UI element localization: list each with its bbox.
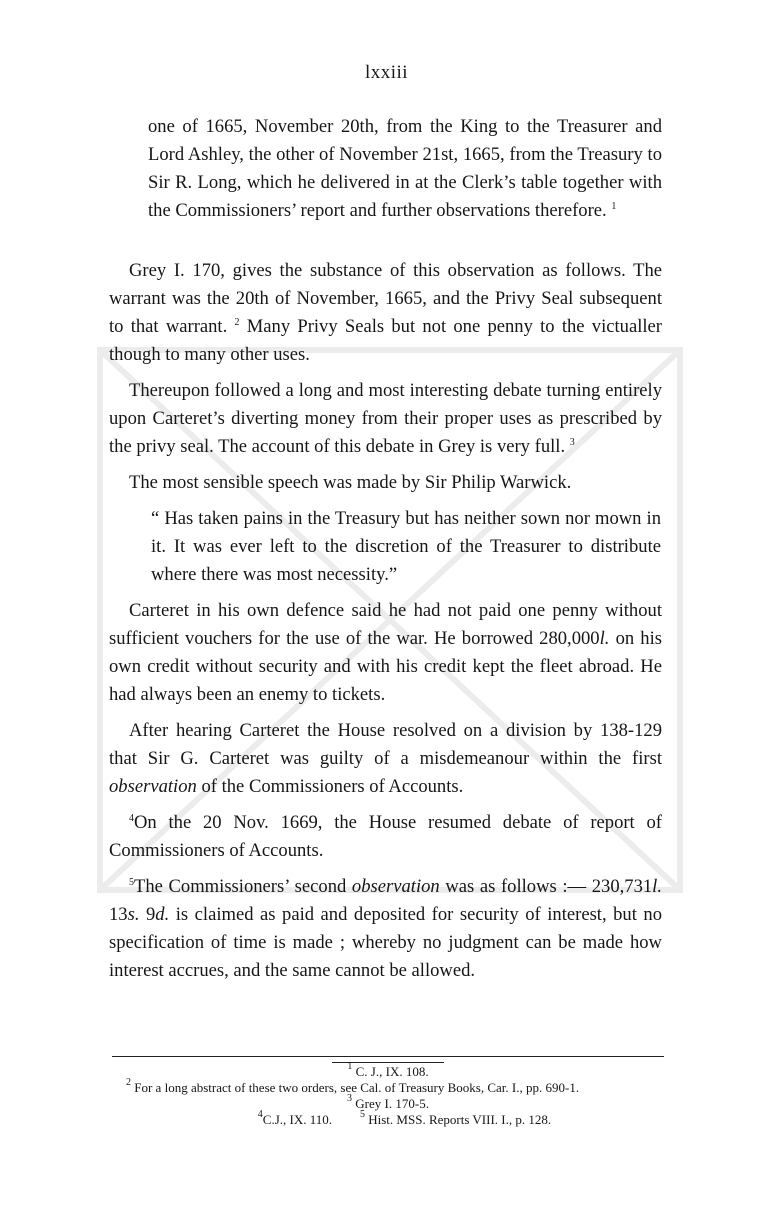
paragraph-second-text-2: was as follows :— 230,731 [439,876,653,897]
paragraph-second-text-4: 9 [139,904,156,925]
footnote-2 [112,1077,664,1096]
shilling-unit: s. [127,904,140,925]
footnote-3-number: 3 [347,1093,353,1104]
paragraph-defence-text: Carteret in his own defence said he had not paid one penny without sufficient vouchers for the use of the war. He borrowed 280,000 [109,600,662,649]
footnote-ref-2[interactable]: 2 [234,317,240,328]
paragraph-second-text-5: is claimed as paid and deposited for security of interest, but no specification of time is made ; whereby no judgment can be made how interest accrues, and the same cannot be allowed. [109,904,662,981]
paragraph-resolved [109,717,662,801]
footnote-ref-4[interactable]: 4 [129,813,134,824]
page-number: lxxiii [364,62,409,83]
footnote-5-text: Hist. MSS. Reports VIII. I., p. 128. [368,1112,552,1127]
footnotes [112,1061,664,1128]
pence-unit: d. [155,904,170,925]
footnote-row-4-5 [112,1109,664,1128]
indented-paragraph-block [148,113,662,225]
footnote-ref-1[interactable]: 1 [611,201,617,212]
paragraph-grey [109,257,662,369]
footnote-1-number: 1 [347,1061,353,1072]
paragraph-grey-text-2: Many Privy Seals but not one penny to the victualler though to many other uses. [109,316,662,365]
footnote-3 [112,1093,664,1112]
paragraph-nov20 [109,809,662,865]
footnote-divider [112,1056,664,1057]
footnote-3-text: Grey I. 170-5. [355,1096,429,1111]
paragraph-debate-text: Thereupon followed a long and most interesting debate turning entirely upon Carteret’s diverting money from their proper uses as prescribed by the privy seal. The account of this debate in Grey is very full. [109,380,662,457]
footnote-ref-3[interactable]: 3 [569,437,575,448]
footnote-2-number: 2 [126,1077,131,1088]
paragraph-defence [109,597,662,709]
paragraph-grey-text: Grey I. 170, gives the substance of this observation as follows. The warrant was the 20th of November, 1665, and the Privy Seal subsequent to that warrant. [109,260,662,337]
footnote-1 [112,1061,664,1080]
warwick-quote: “ Has taken pains in the Treasury but has neither sown nor mown in it. It was ever left to the discretion of the Treasurer to distribute where there was most necessity.” [151,508,661,585]
footnote-4-number: 4 [257,1109,263,1120]
paragraph-resolved-text: After hearing Carteret the House resolved on a division by 138-129 that Sir G. Carteret was guilty of a misdemeanour within the first [109,720,662,769]
footnote-ref-5[interactable]: 5 [129,877,134,888]
paragraph-resolved-text-2: of the Commissioners of Accounts. [196,776,464,797]
indented-paragraph [148,113,662,225]
observation-emphasis: observation [109,776,197,797]
paragraph-debate [109,377,662,461]
indented-paragraph-text: one of 1665, November 20th, from the King to the Treasurer and Lord Ashley, the other of November 21st, 1665, from the Treasury to Sir R. Long, which he delivered in at the Clerk’s table together with the Commissioners’ report and further observations therefore. [148,116,662,221]
footnote-5 [360,1109,664,1128]
paragraph-second-text: The Commissioners’ second [134,876,352,897]
paragraph-warwick: The most sensible speech was made by Sir Philip Warwick. [129,472,572,493]
main-text-block [109,257,662,985]
pound-unit: l. [599,628,610,649]
footnote-5-number: 5 [360,1109,365,1120]
footnote-1-text: C. J., IX. 108. [355,1064,429,1079]
pound-unit-2: l. [652,876,662,897]
footnote-4 [112,1109,360,1128]
paragraph-nov20-text: On the 20 Nov. 1669, the House resumed debate of report of Commissioners of Accounts. [109,812,662,861]
paragraph-second-text-3: 13 [109,904,128,925]
paragraph-second-observation [109,873,662,985]
paragraph-defence-text-2: on his own credit without security and with his credit kept the fleet abroad. He had always been an enemy to tickets. [109,628,663,705]
footnote-4-text: C.J., IX. 110. [262,1112,332,1127]
footnote-2-text: For a long abstract of these two orders, see Cal. of Treasury Books, Car. I., pp. 690-1. [134,1080,580,1095]
observation-emphasis-2: observation [351,876,440,897]
